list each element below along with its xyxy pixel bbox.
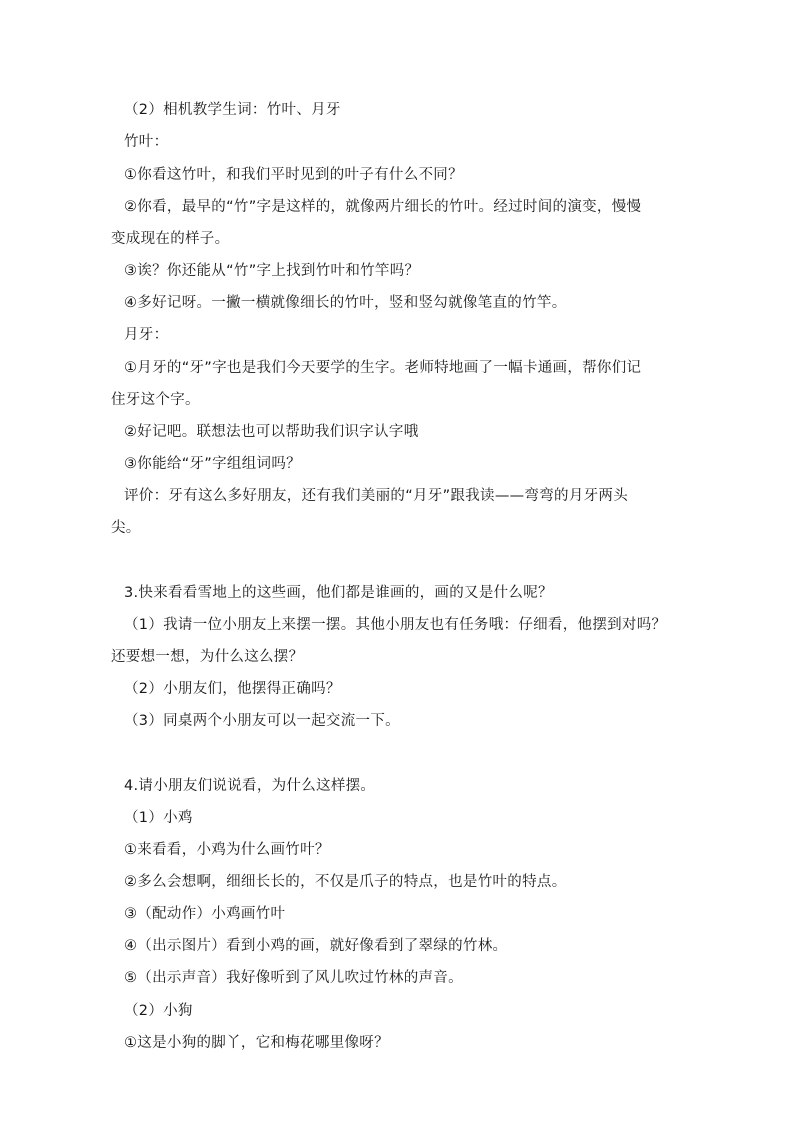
text-line: （1）小鸡 (124, 810, 193, 826)
text-line: ①这是小狗的脚丫，它和梅花哪里像呀？ (124, 1035, 389, 1051)
text-line: ③你能给“牙”字组组词吗？ (124, 456, 301, 472)
text-line: ④多好记呀。一撇一横就像细长的竹叶，竖和竖勾就像笔直的竹竿。 (124, 295, 567, 311)
text-line: （1）我请一位小朋友上来摆一摆。其他小朋友也有任务哦：仔细看，他摆到对吗？ (124, 617, 667, 633)
text-line: ①月牙的“牙”字也是我们今天要学的生字。老师特地画了一幅卡通画，帮你们记 (124, 360, 642, 376)
text-line: 还要想一想，为什么这么摆？ (111, 649, 304, 665)
text-line: ②你看，最早的“竹”字是这样的，就像两片细长的竹叶。经过时间的演变，慢慢 (124, 199, 642, 215)
text-line: 月牙： (124, 327, 169, 343)
text-line: ①你看这竹叶，和我们平时见到的叶子有什么不同？ (124, 167, 463, 183)
text-line: ②多么会想啊，细细长长的，不仅是爪子的特点，也是竹叶的特点。 (124, 874, 567, 890)
text-line: （3）同桌两个小朋友可以一起交流一下。 (124, 713, 400, 729)
text-line: ③（配动作）小鸡画竹叶 (124, 906, 286, 922)
text-line: ①来看看，小鸡为什么画竹叶？ (124, 842, 330, 858)
text-line: ④（出示图片）看到小鸡的画，就好像看到了翠绿的竹林。 (124, 938, 508, 954)
section-heading: 3.快来看看雪地上的这些画，他们都是谁画的，画的又是什么呢？ (124, 585, 553, 601)
text-line: 变成现在的样子。 (111, 231, 230, 247)
text-line: （2）小朋友们，他摆得正确吗？ (124, 681, 341, 697)
text-line: 尖。 (111, 520, 141, 536)
text-line: 评价：牙有这么多好朋友，还有我们美丽的“月牙”跟我读——弯弯的月牙两头 (124, 488, 629, 504)
text-line: 住牙这个字。 (111, 392, 200, 408)
text-line: ③诶？你还能从“竹”字上找到竹叶和竹竿吗？ (124, 263, 420, 279)
section-heading: 4.请小朋友们说说看，为什么这样摆。 (124, 778, 376, 794)
text-line: ②好记吧。联想法也可以帮助我们识字认字哦 (124, 424, 419, 440)
text-line: 竹叶： (124, 134, 169, 150)
text-line: （2）相机教学生词：竹叶、月牙 (124, 102, 341, 118)
text-line: （2）小狗 (124, 1003, 193, 1019)
text-line: ⑤（出示声音）我好像听到了风儿吹过竹林的声音。 (124, 970, 463, 986)
